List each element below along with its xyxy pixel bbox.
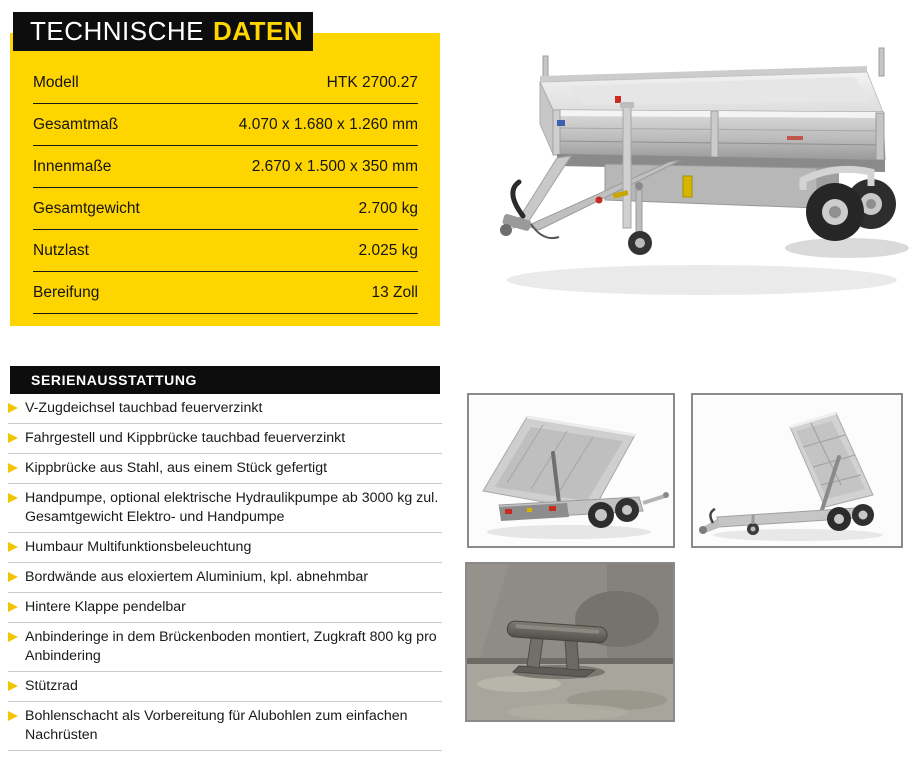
equipment-list bbox=[8, 394, 442, 751]
header-title-white: TECHNISCHE bbox=[30, 16, 205, 46]
spec-row bbox=[33, 230, 418, 272]
trailer-side-tip-photo bbox=[467, 393, 675, 548]
spec-label: Nutzlast bbox=[33, 241, 89, 259]
bullet-arrow-icon bbox=[8, 463, 18, 473]
spec-row bbox=[33, 146, 418, 188]
list-item-text: Humbaur Multifunktionsbeleuchtung bbox=[25, 539, 252, 555]
spec-label: Modell bbox=[33, 73, 79, 91]
list-item bbox=[8, 593, 442, 623]
list-item bbox=[8, 454, 442, 484]
spec-label: Innenmaße bbox=[33, 157, 112, 175]
trailer-rear-tip-photo bbox=[691, 393, 903, 548]
list-item-text: Bordwände aus eloxiertem Aluminium, kpl. abnehmbar bbox=[25, 569, 369, 585]
bullet-arrow-icon bbox=[8, 572, 18, 582]
spec-row bbox=[33, 62, 418, 104]
list-item bbox=[8, 563, 442, 593]
list-item bbox=[8, 533, 442, 563]
list-item bbox=[8, 623, 442, 672]
list-item-text: Fahrgestell und Kippbrücke tauchbad feuerverzinkt bbox=[25, 430, 346, 446]
equipment-header bbox=[10, 366, 440, 394]
spec-value: 4.070 x 1.680 x 1.260 mm bbox=[238, 115, 418, 133]
trailer-photo bbox=[487, 40, 914, 320]
spec-value: 2.670 x 1.500 x 350 mm bbox=[251, 157, 418, 175]
list-item bbox=[8, 484, 442, 533]
bullet-arrow-icon bbox=[8, 711, 18, 721]
bullet-arrow-icon bbox=[8, 542, 18, 552]
list-item-text: V-Zugdeichsel tauchbad feuerverzinkt bbox=[25, 400, 263, 416]
list-item-text: Stützrad bbox=[25, 678, 78, 694]
spec-label: Bereifung bbox=[33, 283, 100, 301]
list-item-text: Anbinderinge in dem Brückenboden montiert, Zugkraft 800 kg pro Anbindering bbox=[25, 629, 437, 664]
list-item-text: Hintere Klappe pendelbar bbox=[25, 599, 186, 615]
list-item bbox=[8, 672, 442, 702]
list-item-text: Bohlenschacht als Vorbereitung für Alubohlen zum einfachen Nachrüsten bbox=[25, 708, 408, 743]
spec-label: Gesamtgewicht bbox=[33, 199, 140, 217]
spec-table bbox=[10, 33, 440, 326]
spec-row bbox=[33, 188, 418, 230]
list-item bbox=[8, 702, 442, 751]
list-item bbox=[8, 424, 442, 454]
equipment-title: SERIENAUSSTATTUNG bbox=[31, 372, 198, 388]
tie-down-ring-photo bbox=[465, 562, 675, 722]
bullet-arrow-icon bbox=[8, 632, 18, 642]
list-item-text: Handpumpe, optional elektrische Hydraulikpumpe ab 3000 kg zul. Gesamtgewicht Elektro- und Handpumpe bbox=[25, 490, 439, 525]
bullet-arrow-icon bbox=[8, 493, 18, 503]
bullet-arrow-icon bbox=[8, 403, 18, 413]
spec-row bbox=[33, 272, 418, 314]
spec-value: HTK 2700.27 bbox=[326, 73, 418, 91]
spec-value: 2.025 kg bbox=[358, 241, 418, 259]
spec-label: Gesamtmaß bbox=[33, 115, 119, 133]
list-item-text: Kippbrücke aus Stahl, aus einem Stück gefertigt bbox=[25, 460, 328, 476]
bullet-arrow-icon bbox=[8, 602, 18, 612]
list-item bbox=[8, 394, 442, 424]
technical-data-header bbox=[13, 12, 313, 51]
header-title-yellow: DATEN bbox=[213, 16, 304, 46]
spec-row bbox=[33, 104, 418, 146]
bullet-arrow-icon bbox=[8, 433, 18, 443]
spec-value: 13 Zoll bbox=[371, 283, 418, 301]
bullet-arrow-icon bbox=[8, 681, 18, 691]
spec-value: 2.700 kg bbox=[358, 199, 418, 217]
